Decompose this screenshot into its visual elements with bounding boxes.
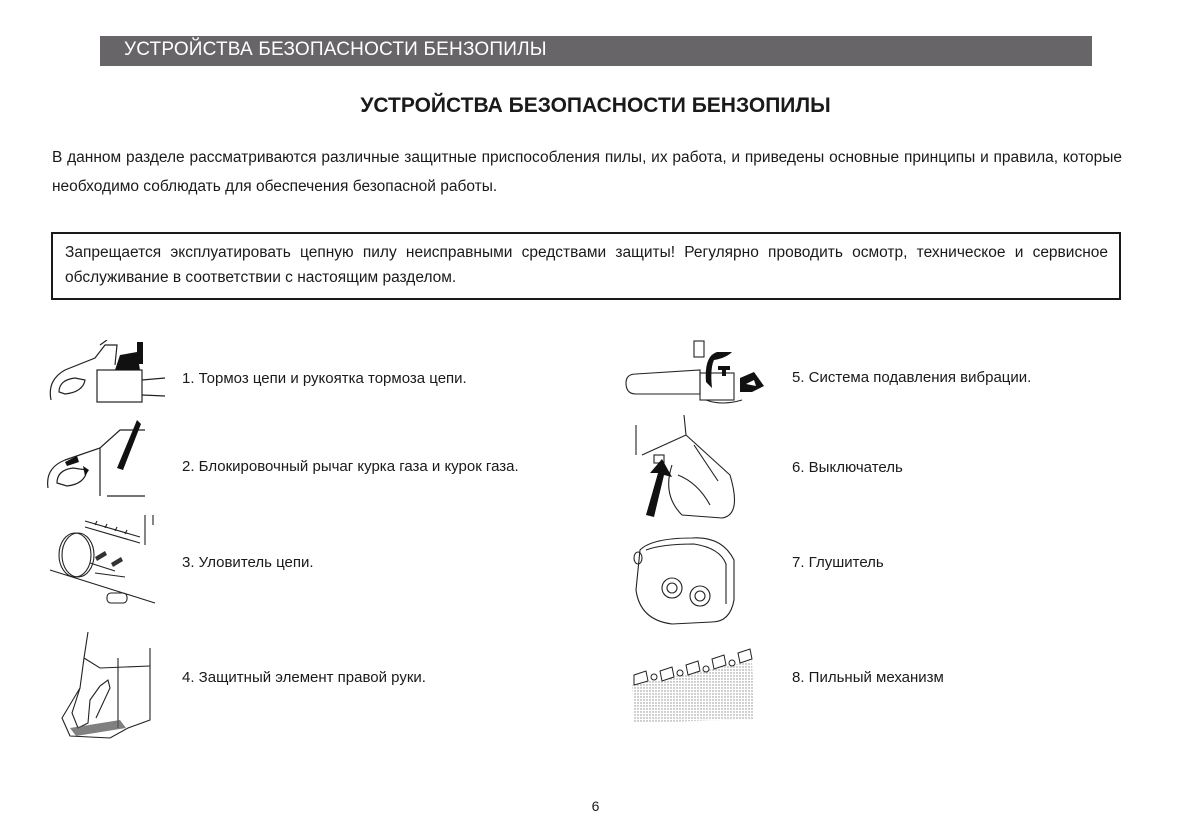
safety-item-5 [622,338,1082,410]
item-label: 8. Пильный механизм [792,669,944,686]
page-number: 6 [591,798,600,814]
intro-paragraph: В данном разделе рассматриваются различные защитные приспособления пилы, их работа, и приведены основные принципы и правила, которые необходимо соблюдать для обеспечения безопасной работы. [52,149,1122,195]
item-label: 7. Глушитель [792,554,884,571]
cutting-equipment-illustration-icon [622,645,772,740]
safety-item-6 [622,415,1082,520]
safety-item-8 [622,645,1082,740]
warning-text: Запрещается эксплуатировать цепную пилу неисправными средствами защиты! Регулярно проводить осмотр, техническое и сервисное обслуживание в соответствии с настоящим разделом. [65,244,1108,286]
vibration-damping-illustration-icon [622,338,772,410]
item-label: 6. Выключатель [792,459,903,476]
item-label: 3. Уловитель цепи. [182,554,314,571]
safety-item-7 [622,530,1082,630]
muffler-illustration-icon [622,530,772,630]
right-hand-guard-illustration-icon [40,628,170,743]
safety-item-2 [45,418,585,498]
item-label: 1. Тормоз цепи и рукоятка тормоза цепи. [182,370,467,387]
page-title: УСТРОЙСТВА БЕЗОПАСНОСТИ БЕНЗОПИЛЫ [360,94,831,117]
item-label: 4. Защитный элемент правой руки. [182,669,426,686]
stop-switch-illustration-icon [622,415,772,520]
safety-item-4 [40,628,560,743]
safety-item-3 [45,515,565,605]
safety-item-1 [45,340,565,410]
section-header-bar [100,36,1092,66]
section-header-title: УСТРОЙСТВА БЕЗОПАСНОСТИ БЕНЗОПИЛЫ [124,39,547,60]
item-label: 5. Система подавления вибрации. [792,369,1032,386]
chain-catcher-illustration-icon [45,515,175,605]
item-label: 2. Блокировочный рычаг курка газа и курок газа. [182,458,519,475]
chain-brake-illustration-icon [45,340,175,408]
throttle-lockout-illustration-icon [45,418,175,498]
warning-box [51,232,1121,300]
